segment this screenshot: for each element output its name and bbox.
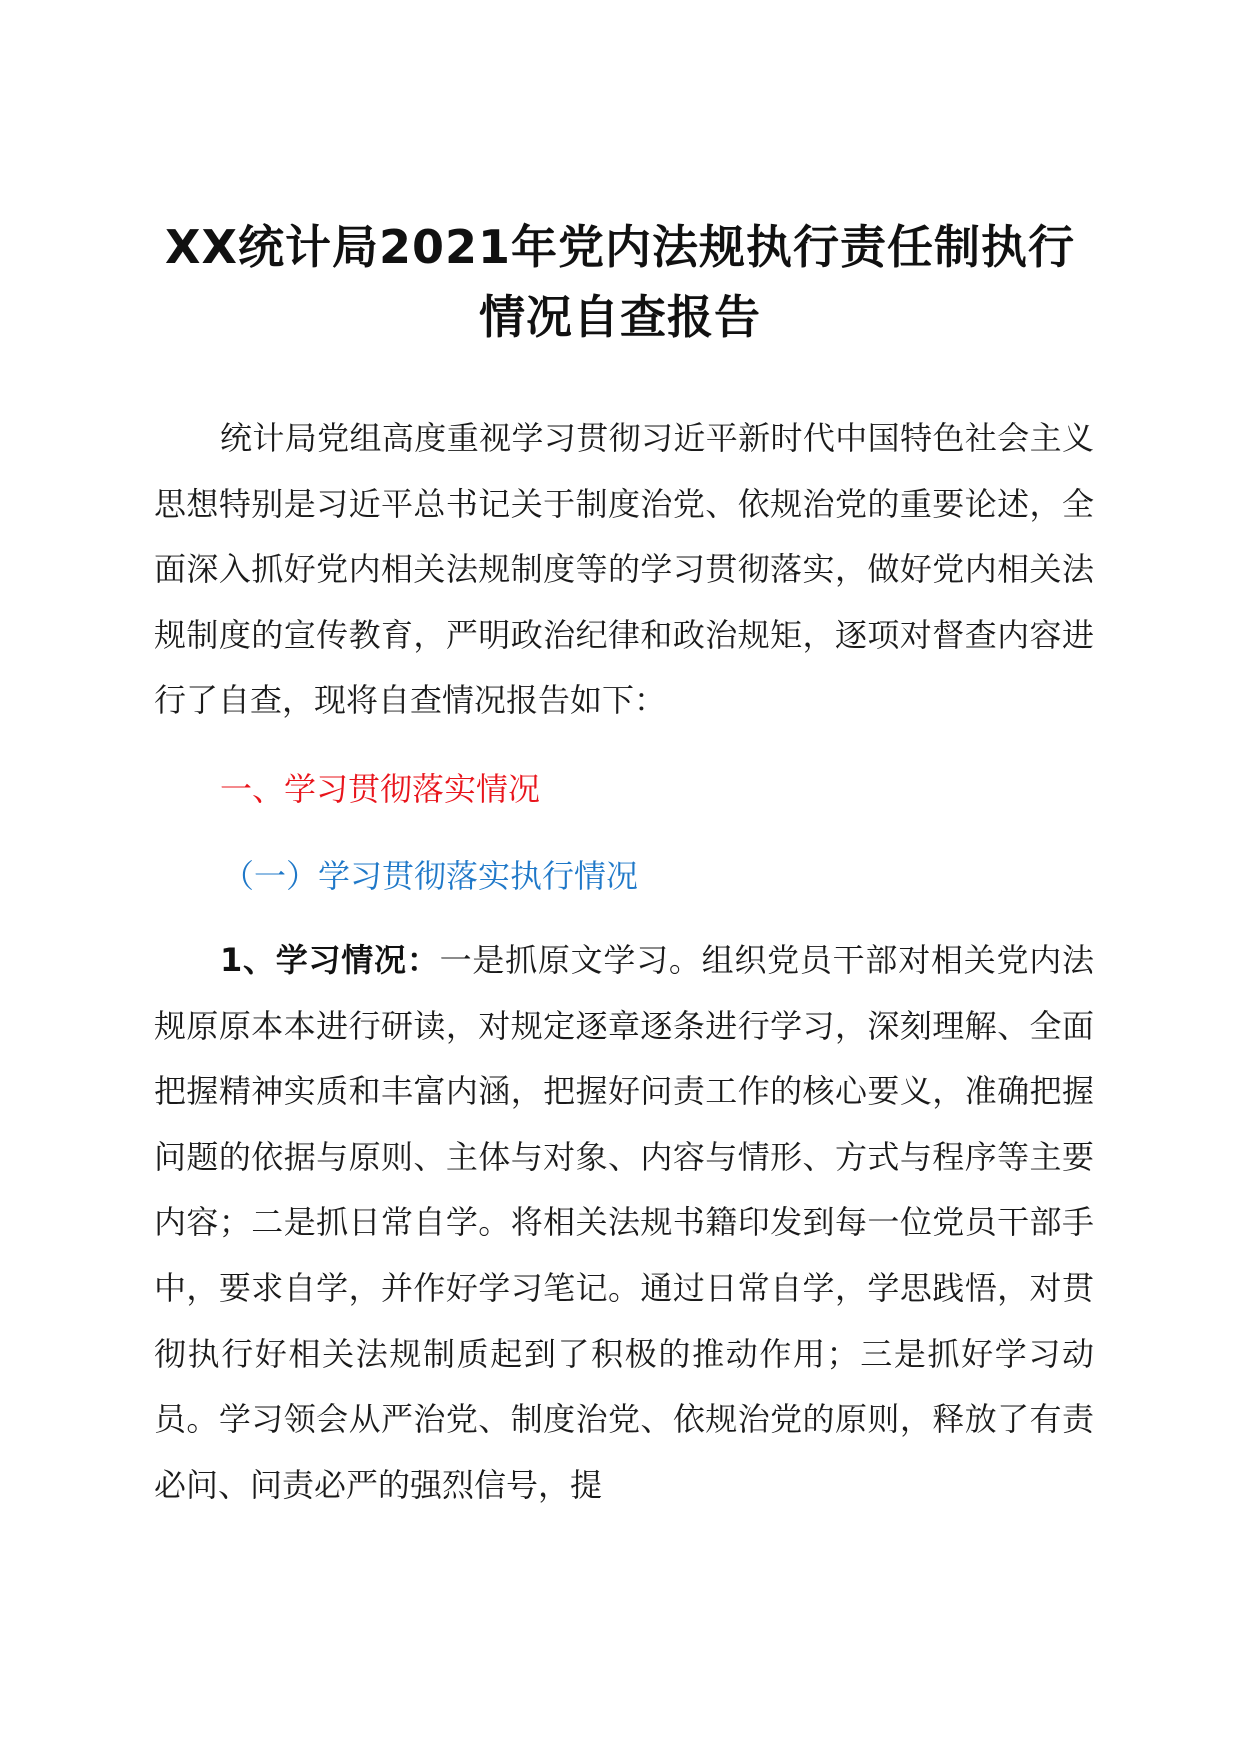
study-lead: 1、学习情况：: [220, 941, 440, 979]
document-title-line-1: XX统计局2021年党内法规执行责任制执行: [165, 220, 1075, 274]
document-title-line-2: 情况自查报告: [479, 290, 761, 344]
study-body: 一是抓原文学习。组织党员干部对相关党内法规原原本本进行研读，对规定逐章逐条进行学习，深刻理解、全面把握精神实质和丰富内涵，把握好问责工作的核心要义，准确把握问题的依据与原则、主体与对象、内容与情形、方式与程序等主要内容；二是抓日常自学。将相关法规书籍印发到每一位党员干部手中，要求自学，并作好学习笔记。通过日常自学，学思践悟，对贯彻执行好相关法规制质起到了积极的推动作用；三是抓好学习动员。学习领会从严治党、制度治党、依规治党的原则，释放了有责必问、问责必严的强烈信号，提: [154, 941, 1094, 1504]
section-heading: 一、学习贯彻落实情况: [220, 770, 541, 808]
subsection-heading: （一）学习贯彻落实执行情况: [222, 857, 639, 895]
intro-paragraph: 统计局党组高度重视学习贯彻习近平新时代中国特色社会主义思想特别是习近平总书记关于制度治党、依规治党的重要论述，全面深入抓好党内相关法规制度等的学习贯彻落实，做好党内相关法规制度的宣传教育，严明政治纪律和政治规矩，逐项对督查内容进行了自查，现将自查情况报告如下：: [154, 419, 1094, 720]
study-paragraph: [154, 928, 1094, 1518]
